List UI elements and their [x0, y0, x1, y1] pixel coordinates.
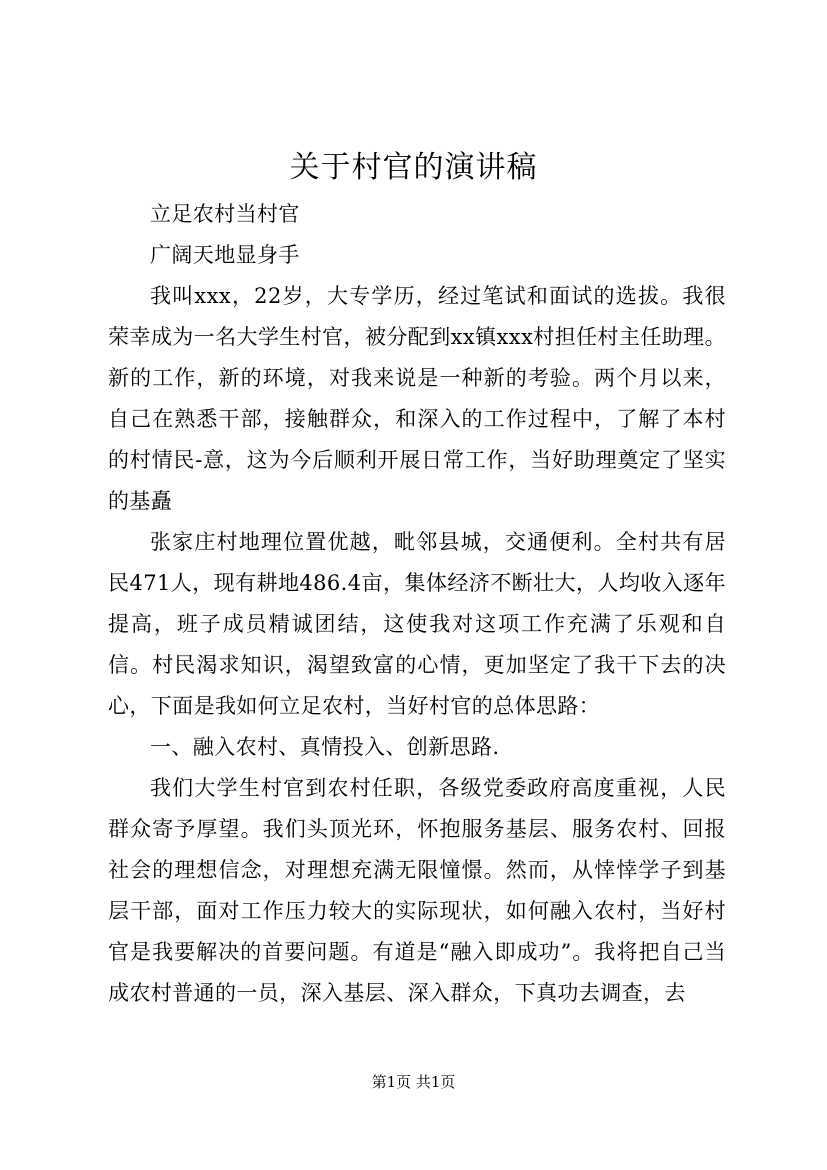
paragraph: 立足农村当村官: [150, 202, 300, 226]
page-footer: 第1页 共1页: [371, 1073, 456, 1091]
paragraph: 我们大学生村官到农村任职，各级党委政府高度重视，人民群众寄予厚望。我们头顶光环，怀抱服务基层、服务农村、回报社会的理想信念，对理想充满无限憧憬。然而，从悻悻学子到基层干部，面对工作压力较大的实际现状，如何融入农村，当好村官是我要解决的首要问题。有道是“融入即成功”。我将把自己当成农村普通的一员，深入基层、深入群众，下真功去调查，去: [108, 776, 726, 1005]
paragraph: 一、融入农村、真情投入、创新思路.: [150, 735, 500, 759]
paragraph: 张家庄村地理位置优越，毗邻县城，交通便利。全村共有居民471人，现有耕地486.4亩，集体经济不断壮大，人均收入逐年提高，班子成员精诚团结，这使我对这项工作充满了乐观和自信。村民渴求知识，渴望致富的心情，更加坚定了我干下去的决心，下面是我如何立足农村，当好村官的总体思路：: [108, 530, 726, 718]
paragraph: 我叫xxx，22岁，大专学历，经过笔试和面试的选拔。我很荣幸成为一名大学生村官，被分配到xx镇xxx村担任村主任助理。新的工作，新的环境，对我来说是一种新的考验。两个月以来，自己在熟悉干部，接触群众，和深入的工作过程中，了解了本村的村情民-意，这为今后顺利开展日常工作，当好助理奠定了坚实的基矗: [108, 284, 726, 513]
paragraph: 广阔天地显身手: [150, 243, 300, 267]
document-title: 关于村官的演讲稿: [289, 150, 538, 185]
document-body: [108, 194, 726, 1014]
